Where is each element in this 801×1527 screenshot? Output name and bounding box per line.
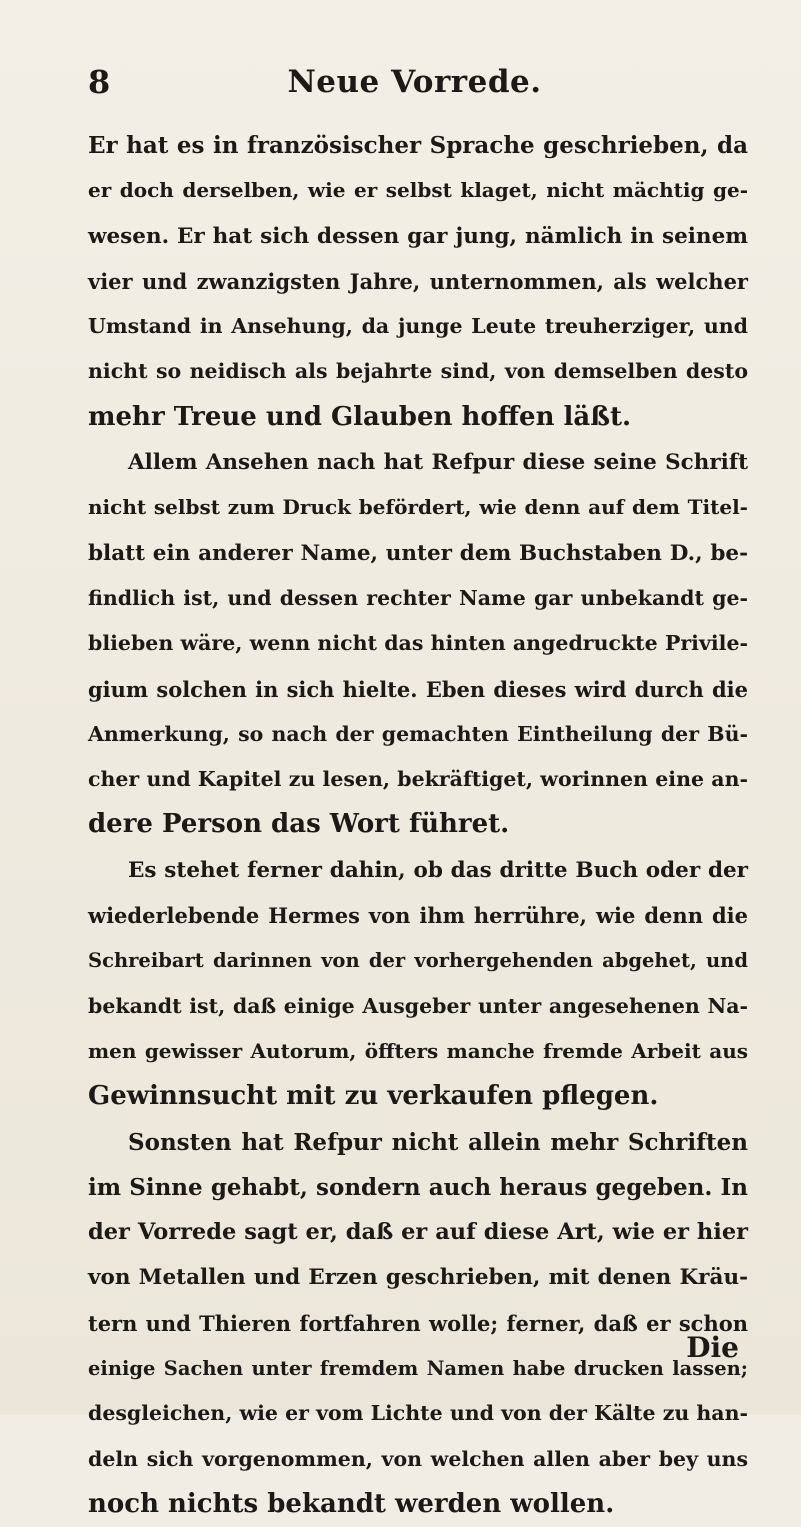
text-line: Es stehet ferner dahin, ob das dritte Buch oder der	[128, 857, 748, 883]
text-line: wiederlebende Hermes von ihm herrühre, wie denn die	[88, 903, 748, 929]
text-line: men gewisser Autorum, öffters manche fremde Arbeit aus	[88, 1038, 748, 1063]
text-line: blieben wäre, wenn nicht das hinten angedruckte Privile-	[88, 631, 748, 656]
text-line: Anmerkung, so nach der gemachten Eintheilung der Bü-	[88, 721, 748, 746]
text-line: von Metallen und Erzen geschrieben, mit denen Kräu-	[88, 1265, 748, 1291]
text-line: vier und zwanzigsten Jahre, unternommen, als welcher	[88, 268, 748, 294]
text-line: Umstand in Ansehung, da junge Leute treuherziger, und	[88, 314, 748, 339]
text-line: findlich ist, und dessen rechter Name gar unbekandt ge-	[88, 585, 748, 610]
text-line: nicht so neidisch als bejahrte sind, von demselben desto	[88, 359, 748, 384]
text-line: noch nichts bekandt werden wollen.	[88, 1488, 615, 1519]
text-line: wesen. Er hat sich dessen gar jung, nämlich in seinem	[88, 223, 748, 249]
text-line: im Sinne gehabt, sondern auch heraus gegeben. In	[88, 1173, 748, 1201]
text-line: einige Sachen unter fremdem Namen habe drucken lassen;	[88, 1357, 748, 1381]
text-line: dere Person das Wort führet.	[88, 809, 510, 840]
text-line: bekandt ist, daß einige Ausgeber unter angesehenen Na-	[88, 993, 748, 1018]
page-header	[88, 62, 741, 102]
catchword: Die	[686, 1331, 739, 1364]
text-line: Allem Ansehen nach hat Refpur diese seine Schrift	[128, 450, 748, 476]
body-text	[88, 123, 748, 1527]
text-line: gium solchen in sich hielte. Eben dieses wird durch die	[88, 676, 748, 702]
text-line: Sonsten hat Refpur nicht allein mehr Schriften	[128, 1128, 748, 1156]
text-line: nicht selbst zum Druck befördert, wie denn auf dem Titel-	[88, 495, 748, 520]
text-line: Gewinnsucht mit zu verkaufen pflegen.	[88, 1081, 659, 1112]
text-line: mehr Treue und Glauben hoffen läßt.	[88, 401, 632, 432]
text-line: er doch derselben, wie er selbst klaget, nicht mächtig ge-	[88, 178, 748, 203]
text-line: desgleichen, wie er vom Lichte und von der Kälte zu han-	[88, 1401, 748, 1426]
text-line: cher und Kapitel zu lesen, bekräftiget, worinnen eine an-	[88, 767, 748, 792]
text-line: blatt ein anderer Name, unter dem Buchstaben D., be-	[88, 540, 748, 566]
text-line: Er hat es in französischer Sprache geschrieben, da	[88, 132, 748, 159]
text-line: Schreibart darinnen von der vorhergehenden abgehet, und	[88, 949, 748, 973]
text-line: deln sich vorgenommen, von welchen allen aber bey uns	[88, 1446, 748, 1471]
page-number: 8	[88, 63, 111, 101]
text-line: tern und Thieren fortfahren wolle; ferner, daß er schon	[88, 1310, 748, 1336]
running-title: Neue Vorrede.	[287, 64, 542, 100]
text-line: der Vorrede sagt er, daß er auf diese Art, wie er hier	[88, 1219, 748, 1246]
